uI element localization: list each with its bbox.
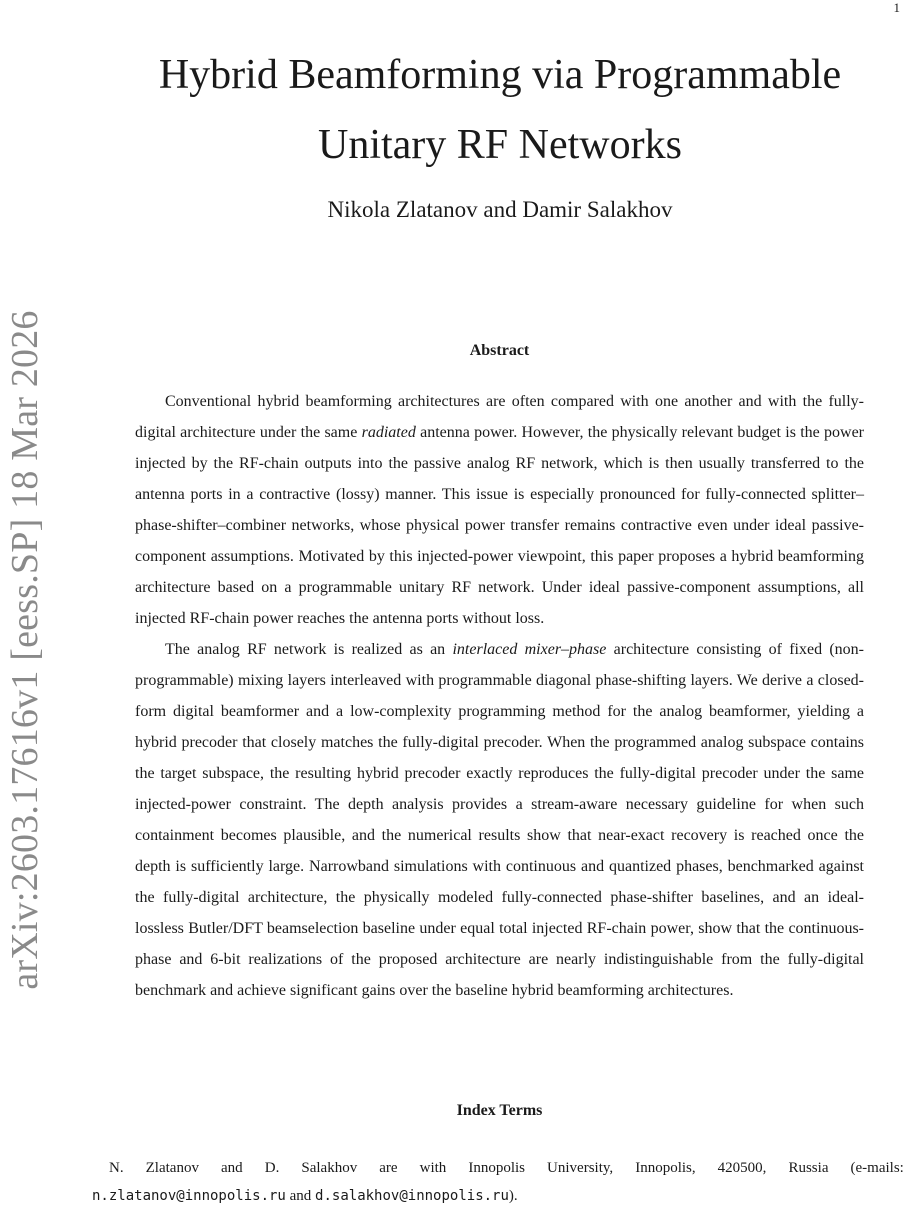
abstract-paragraph-1: Conventional hybrid beamforming architectures are often compared with one another and with the fully-digital architecture under the same radiated antenna power. However, the physically relevant budget is the power injected by the RF-chain outputs into the passive analog RF network, which is then usually transferred to the antenna ports in a contractive (lossy) manner. This issue is especially pronounced for fully-connected splitter–phase-shifter–combiner networks, whose physical power transfer remains contractive even under ideal passive-component assumptions. Motivated by this injected-power viewpoint, this paper proposes a hybrid beamforming architecture based on a programmable unitary RF network. Under ideal passive-component assumptions, all injected RF-chain power reaches the antenna ports without loss. [135,393,865,627]
page-number: 1 [893,0,900,15]
email-link[interactable]: n.zlatanov@innopolis.ru [92,1188,286,1204]
title-line-1: Hybrid Beamforming via Programmable [158,52,842,98]
authors: Nikola Zlatanov and Damir Salakhov [327,197,673,222]
email-link[interactable]: d.salakhov@innopolis.ru [315,1188,509,1204]
paper-title [95,40,904,180]
title-line-2: Unitary RF Networks [318,122,682,168]
abstract-heading: Abstract [469,342,530,359]
abstract-emphasis: interlaced mixer–phase [452,641,607,658]
footnote-line-1: N. Zlatanov and D. Salakhov are with Innopolis University, Innopolis, 420500, Russia (e-mails: [109,1160,904,1176]
affiliation-footnote [92,1154,904,1210]
arxiv-stamp [0,0,50,1200]
footnote-line-2: n.zlatanov@innopolis.ru and d.salakhov@innopolis.ru). [92,1188,518,1204]
abstract-emphasis: radiated [361,424,416,441]
index-terms-heading: Index Terms [456,1102,543,1119]
abstract-paragraph-2: The analog RF network is realized as an interlaced mixer–phase architecture consisting of fixed (non-programmable) mixing layers interleaved with programmable diagonal phase-shifting layers. We derive a closed-form digital beamformer and a low-complexity programming method for the analog beamformer, yielding a hybrid precoder that closely matches the fully-digital precoder. When the programmed analog subspace contains the target subspace, the resulting hybrid precoder exactly reproduces the fully-digital precoder under the same injected-power constraint. The depth analysis provides a stream-aware necessary guideline for when such containment becomes plausible, and the numerical results show that near-exact recovery is reached once the depth is sufficiently large. Narrowband simulations with continuous and quantized phases, benchmarked against the fully-digital architecture, the physically modeled fully-connected phase-shifter baselines, and an ideal-lossless Butler/DFT beamselection baseline under equal total injected RF-chain power, show that the continuous-phase and 6-bit realizations of the proposed architecture are nearly indistinguishable from the fully-digital benchmark and achieve significant gains over the baseline hybrid beamforming architectures. [135,641,865,999]
abstract-body [135,386,864,1006]
arxiv-identifier: arXiv:2603.17616v1 [eess.SP] 18 Mar 2026 [4,310,46,990]
